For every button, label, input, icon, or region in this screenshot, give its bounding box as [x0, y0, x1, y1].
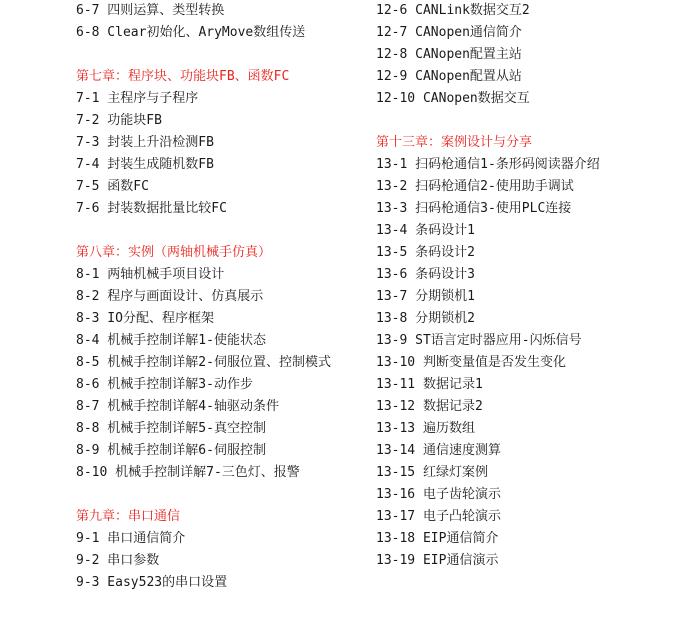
- toc-item: 8-1 两轴机械手项目设计: [76, 267, 225, 282]
- toc-item: 12-10 CANopen数据交互: [376, 91, 530, 106]
- toc-item: 12-6 CANLink数据交互2: [376, 3, 530, 18]
- toc-item: 9-1 串口通信简介: [76, 531, 186, 546]
- toc-item: 13-11 数据记录1: [376, 377, 483, 392]
- left-column: [76, 0, 376, 594]
- toc-item: 8-10 机械手控制详解7-三色灯、报警: [76, 465, 300, 480]
- chapter-13-heading: 第十三章：案例设计与分享: [376, 135, 533, 150]
- spacer: [76, 220, 376, 242]
- toc-item: 13-3 扫码枪通信3-使用PLC连接: [376, 201, 572, 216]
- toc-item: 12-9 CANopen配置从站: [376, 69, 522, 84]
- toc-item: 8-5 机械手控制详解2-伺服位置、控制模式: [76, 355, 331, 370]
- toc-item: 13-19 EIP通信演示: [376, 553, 499, 568]
- toc-item: 6-8 Clear初始化、AryMove数组传送: [76, 25, 306, 40]
- chapter-9-heading: 第九章：串口通信: [76, 509, 181, 524]
- toc-item: 7-3 封装上升沿检测FB: [76, 135, 214, 150]
- toc-item: 7-5 函数FC: [76, 179, 149, 194]
- toc-item: 13-2 扫码枪通信2-使用助手调试: [376, 179, 574, 194]
- toc-item: 7-2 功能块FB: [76, 113, 162, 128]
- toc-item: 13-17 电子凸轮演示: [376, 509, 501, 524]
- toc-item: 12-8 CANopen配置主站: [376, 47, 522, 62]
- toc-item: 13-18 EIP通信简介: [376, 531, 499, 546]
- toc-item: 13-5 条码设计2: [376, 245, 475, 260]
- spacer: [76, 44, 376, 66]
- toc-item: 6-7 四则运算、类型转换: [76, 3, 225, 18]
- toc-item: 13-14 通信速度测算: [376, 443, 501, 458]
- spacer: [76, 484, 376, 506]
- toc-item: 8-9 机械手控制详解6-伺服控制: [76, 443, 266, 458]
- toc-item: 13-12 数据记录2: [376, 399, 483, 414]
- toc-item: 13-9 ST语言定时器应用-闪烁信号: [376, 333, 582, 348]
- toc-item: 13-16 电子齿轮演示: [376, 487, 501, 502]
- toc-item: 13-7 分期锁机1: [376, 289, 475, 304]
- toc-item: 7-1 主程序与子程序: [76, 91, 199, 106]
- toc-item: 7-4 封装生成随机数FB: [76, 157, 214, 172]
- toc-item: 13-8 分期锁机2: [376, 311, 475, 326]
- toc-item: 8-8 机械手控制详解5-真空控制: [76, 421, 266, 436]
- toc-item: 8-2 程序与画面设计、仿真展示: [76, 289, 264, 304]
- toc-item: 13-6 条码设计3: [376, 267, 475, 282]
- toc-item: 7-6 封装数据批量比较FC: [76, 201, 227, 216]
- spacer: [376, 110, 676, 132]
- toc-item: 8-4 机械手控制详解1-使能状态: [76, 333, 266, 348]
- toc-item: 13-10 判断变量值是否发生变化: [376, 355, 566, 370]
- toc-item: 13-15 红绿灯案例: [376, 465, 488, 480]
- toc-item: 12-7 CANopen通信简介: [376, 25, 522, 40]
- toc-item: 13-4 条码设计1: [376, 223, 475, 238]
- toc-item: 8-3 IO分配、程序框架: [76, 311, 214, 326]
- toc-item: 13-13 遍历数组: [376, 421, 475, 436]
- chapter-8-heading: 第八章：实例（两轴机械手仿真）: [76, 245, 272, 260]
- toc-item: 8-6 机械手控制详解3-动作步: [76, 377, 253, 392]
- right-column: [376, 0, 676, 572]
- toc-item: 9-3 Easy523的串口设置: [76, 575, 228, 590]
- toc-item: 8-7 机械手控制详解4-轴驱动条件: [76, 399, 279, 414]
- toc-item: 13-1 扫码枪通信1-条形码阅读器介绍: [376, 157, 600, 172]
- chapter-7-heading: 第七章：程序块、功能块FB、函数FC: [76, 69, 290, 84]
- toc-item: 9-2 串口参数: [76, 553, 160, 568]
